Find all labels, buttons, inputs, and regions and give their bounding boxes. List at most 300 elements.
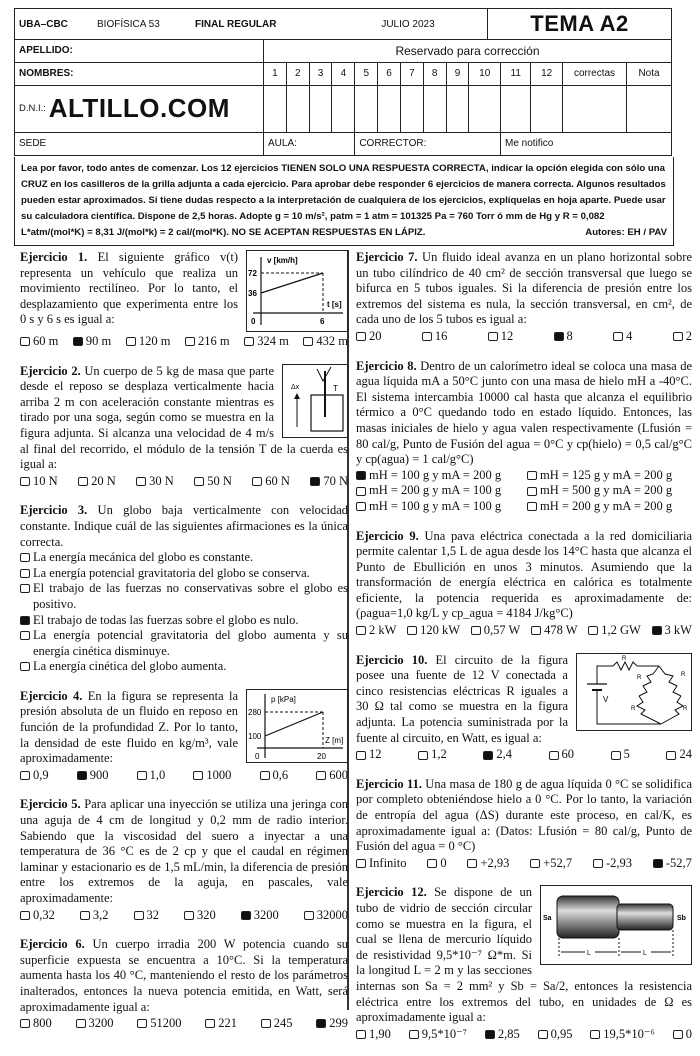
checkbox-icon[interactable] [427, 859, 437, 868]
exam-date: JULIO 2023 [329, 9, 488, 40]
option-label: 0 [440, 855, 447, 870]
checkbox-checked-icon[interactable] [310, 477, 320, 486]
option[interactable] [252, 474, 290, 490]
grid-cell-4[interactable] [332, 85, 355, 132]
option-label: La energía potencial gravitatoria del globo se conserva. [33, 565, 310, 580]
options [20, 908, 348, 924]
exercise-8 [356, 359, 692, 515]
checkbox-icon[interactable] [527, 471, 537, 480]
checkbox-icon[interactable] [80, 911, 90, 920]
velocity-time-graph [246, 250, 348, 332]
option-label: 32 [146, 907, 159, 922]
exercise-5 [20, 797, 348, 923]
option-label: 0,95 [550, 1026, 573, 1041]
checkbox-icon[interactable] [409, 1030, 419, 1039]
grid-col-correctas: correctas [563, 62, 627, 85]
option-label: 0,9 [33, 767, 49, 782]
institution: UBA–CBC [15, 9, 94, 40]
x-tick: 0 [255, 751, 260, 761]
option[interactable] [137, 1016, 181, 1032]
checkbox-checked-icon[interactable] [20, 616, 30, 625]
exercise-title: Ejercicio 5. [20, 797, 81, 812]
option-label: 70 N [323, 473, 348, 488]
checkbox-icon[interactable] [185, 337, 195, 346]
checkbox-icon[interactable] [134, 911, 144, 920]
instructions-box [14, 157, 674, 246]
checkbox-icon[interactable] [136, 477, 146, 486]
checkbox-icon[interactable] [590, 1030, 600, 1039]
checkbox-icon[interactable] [356, 502, 366, 511]
option-label: 324 m [257, 334, 289, 348]
exercise-title: Ejercicio 11. [356, 776, 422, 791]
option[interactable] [78, 474, 116, 490]
nombres-label: NOMBRES: [15, 62, 264, 85]
option[interactable] [673, 1027, 692, 1043]
checkbox-icon[interactable] [126, 337, 136, 346]
resistor-label: R [683, 705, 688, 712]
corrector-label: CORRECTOR: [355, 132, 501, 155]
checkbox-icon[interactable] [193, 771, 203, 780]
exercise-title: Ejercicio 7. [356, 250, 418, 264]
exercise-text: Dentro de un calorímetro ideal se coloca una masa de agua líquida mA a 50°C junto con una masa de hielo mH a -40°C. El sistema intercambia 10000 cal hasta que alcanza el equilibrio térmico a 0°C quedando todo en estado líquido. Entonces, las masas iniciales de hielo y agua valen respectivamente (Lfusión = 80 cal/g, Punto de Fusión del agua = 0°C y cp(hielo) = 0,5 cal/g°C y cp(agua) = 1 cal/g°C) [356, 358, 692, 467]
checkbox-icon[interactable] [20, 631, 30, 640]
sa-label: Sa [543, 915, 552, 923]
right-column [356, 250, 692, 1056]
grid-cell-correctas[interactable] [563, 85, 627, 132]
option-label: 19,5*10⁻⁶ [603, 1026, 655, 1041]
option[interactable] [137, 768, 166, 784]
checkbox-icon[interactable] [252, 477, 262, 486]
option[interactable] [184, 908, 216, 924]
option[interactable] [407, 623, 460, 639]
option[interactable] [126, 334, 171, 350]
option[interactable] [356, 856, 407, 872]
option-selected[interactable] [73, 334, 111, 350]
exercise-text: El circuito de la figura posee una fuente de 12 V conectada a cinco resistencias eléctricas R iguales a 30 Ω tal como se muestra en la figura adjunta. La potencia suministrada por la fuente al circuito, en Watt, es igual a: [356, 652, 568, 745]
checkbox-checked-icon[interactable] [653, 859, 663, 868]
grid-cell-10[interactable] [469, 85, 501, 132]
option[interactable] [356, 483, 521, 499]
checkbox-checked-icon[interactable] [316, 1019, 326, 1028]
checkbox-icon[interactable] [20, 569, 30, 578]
checkbox-icon[interactable] [244, 337, 254, 346]
exercise-text: Se dispone de un tubo de vidrio de sección circular como se muestra en la figura, el cual se llena de mercurio líquido de resistividad 9,5*10⁻⁷ Ω*m. Si la longitud L = 2 m y las secciones internas son Sa = 2 mm² y Sb = Sa/2, entonces la resistencia eléctrica entre los extremos del tubo, en unidades de Ω es aproximadamente igual a: [356, 885, 692, 1025]
pressure-depth-graph [246, 689, 348, 763]
checkbox-icon[interactable] [356, 626, 366, 635]
option-label: 1,2 [431, 747, 447, 762]
option-label: 0,57 W [483, 623, 521, 638]
option[interactable] [20, 334, 58, 350]
exercise-title: Ejercicio 2. [20, 363, 81, 378]
option-label: 3,2 [92, 907, 109, 922]
option-selected[interactable] [310, 474, 348, 490]
exercise-6 [20, 937, 348, 1032]
exercise-title: Ejercicio 1. [20, 250, 88, 264]
checkbox-checked-icon[interactable] [483, 751, 493, 760]
circuit-diagram [576, 653, 692, 731]
option-label: 8 [566, 328, 573, 343]
option-label: 51200 [150, 1016, 182, 1031]
option-label: 20 N [91, 473, 116, 488]
option[interactable] [530, 856, 572, 872]
option[interactable] [136, 474, 174, 490]
option-selected[interactable] [20, 613, 348, 629]
grid-col: 12 [531, 62, 563, 85]
grid-cell-9[interactable] [446, 85, 469, 132]
checkbox-icon[interactable] [538, 1030, 548, 1039]
y-tick: 36 [248, 289, 257, 298]
options [356, 623, 692, 639]
option-label: 60 m [33, 334, 59, 348]
option-label: 12 [500, 328, 514, 343]
exercise-title: Ejercicio 12. [356, 885, 427, 900]
option[interactable] [20, 908, 55, 924]
option[interactable] [20, 1016, 52, 1032]
options [20, 334, 348, 350]
checkbox-icon[interactable] [304, 911, 314, 920]
checkbox-icon[interactable] [549, 751, 559, 760]
checkbox-checked-icon[interactable] [652, 626, 662, 635]
option[interactable] [304, 908, 348, 924]
dni-label: D.N.I.: [19, 103, 46, 115]
checkbox-icon[interactable] [316, 771, 326, 780]
exercise-12 [356, 885, 692, 1042]
checkbox-icon[interactable] [588, 626, 598, 635]
exercise-title: Ejercicio 8. [356, 358, 417, 373]
checkbox-checked-icon[interactable] [485, 1030, 495, 1039]
option-selected[interactable] [653, 856, 692, 872]
checkbox-icon[interactable] [20, 1019, 30, 1028]
length-label: L [643, 950, 647, 958]
grid-cell-1[interactable] [264, 85, 287, 132]
option[interactable] [527, 483, 692, 499]
wire [597, 666, 613, 684]
y-axis-label: p [kPa] [271, 694, 296, 704]
options [356, 1027, 692, 1043]
option-selected[interactable] [241, 908, 279, 924]
x-axis-label: t [s] [327, 300, 342, 309]
option-label: 5 [623, 747, 630, 762]
option[interactable] [261, 1016, 293, 1032]
exercise-text: El siguiente gráfico v(t) representa un vehículo que realiza un movimiento rectilíneo. Por lo tanto, el desplazamiento que experimenta entre los 0 s y 6 s es igual a: [20, 250, 239, 327]
option[interactable] [260, 768, 289, 784]
grid-col: 9 [446, 62, 469, 85]
resistor-icon [639, 666, 659, 696]
sede-label: SEDE [15, 132, 264, 155]
option[interactable] [666, 747, 692, 763]
checkbox-icon[interactable] [418, 751, 428, 760]
left-column [20, 250, 348, 1046]
checkbox-icon[interactable] [260, 771, 270, 780]
option-selected[interactable] [652, 623, 692, 639]
checkbox-icon[interactable] [356, 1030, 366, 1039]
option[interactable] [356, 1027, 391, 1043]
reserved-label: Reservado para corrección [264, 39, 672, 62]
option[interactable] [20, 474, 58, 490]
apellido-label: APELLIDO: [15, 39, 264, 62]
checkbox-icon[interactable] [20, 337, 30, 346]
option-selected[interactable] [77, 768, 109, 784]
grid-cell-5[interactable] [355, 85, 378, 132]
option[interactable] [467, 856, 509, 872]
checkbox-icon[interactable] [76, 1019, 86, 1028]
exam-header [14, 8, 672, 156]
length-label: L [587, 950, 591, 958]
checkbox-icon[interactable] [78, 477, 88, 486]
brand-logo: ALTILLO.COM [48, 93, 230, 123]
tema-label: TEMA A2 [488, 9, 672, 40]
checkbox-icon[interactable] [527, 502, 537, 511]
x-tick: 6 [320, 317, 325, 326]
checkbox-icon[interactable] [356, 487, 366, 496]
grid-col: 1 [264, 62, 287, 85]
options [20, 1016, 348, 1032]
checkbox-icon[interactable] [20, 662, 30, 671]
option[interactable] [20, 628, 348, 659]
checkbox-icon[interactable] [20, 477, 30, 486]
option-label: 0,32 [33, 907, 55, 922]
option-selected[interactable] [356, 468, 521, 484]
option[interactable] [593, 856, 632, 872]
options [20, 768, 348, 784]
option-label: 30 N [149, 473, 174, 488]
option[interactable] [588, 623, 641, 639]
resistor-label: R [637, 674, 642, 681]
option-label: 1,90 [369, 1026, 391, 1041]
dx-label: Δx [291, 383, 300, 391]
option-label: 3 kW [664, 623, 692, 638]
checkbox-icon[interactable] [531, 626, 541, 635]
option[interactable] [549, 747, 575, 763]
option[interactable] [422, 329, 448, 345]
option[interactable] [205, 1016, 237, 1032]
options [356, 468, 692, 515]
checkbox-checked-icon[interactable] [356, 471, 366, 480]
option-label: 24 [679, 747, 692, 762]
checkbox-icon[interactable] [673, 1030, 683, 1039]
grid-col: 7 [400, 62, 423, 85]
resistor-label: R [631, 705, 636, 712]
grid-col: 5 [355, 62, 378, 85]
option-label: 9,5*10⁻⁷ [421, 1026, 468, 1041]
checkbox-icon[interactable] [303, 337, 313, 346]
option[interactable] [20, 659, 348, 675]
grid-col: 2 [286, 62, 309, 85]
option[interactable] [611, 747, 630, 763]
option-label: 2,85 [497, 1026, 520, 1041]
option-label: 60 N [265, 473, 290, 488]
exercise-11 [356, 777, 692, 872]
option[interactable] [316, 768, 348, 784]
grid-cell-7[interactable] [400, 85, 423, 132]
option-label: La energía cinética del globo aumenta. [33, 659, 227, 674]
options [20, 550, 348, 675]
tube-wide-section [557, 896, 619, 938]
tube-figure [540, 885, 692, 965]
option-label: 2,4 [496, 747, 512, 762]
checkbox-icon[interactable] [613, 332, 623, 341]
option-label: 299 [329, 1016, 348, 1031]
option-label: 1,0 [149, 767, 166, 782]
checkbox-checked-icon[interactable] [73, 337, 83, 346]
option[interactable] [527, 468, 692, 484]
subject: BIOFÍSICA 53 [93, 9, 191, 40]
option-selected[interactable] [483, 747, 512, 763]
option[interactable] [613, 329, 632, 345]
option[interactable] [673, 329, 692, 345]
option-label: 50 N [207, 473, 232, 488]
exercise-text: Para aplicar una inyección se utiliza una jeringa con una aguja de 4 cm de longitud y 0,2 mm de radio interior. Sabiendo que la viscosidad del suero a inyectar a una temperatura de 36 °C es de 2 cp y que el caudal en régimen laminar y estacionario es de 1,5 mL/min, la diferencia de presión entre los extremos de la aguja, en pascales, vale aproximadamente: [20, 797, 349, 905]
options [356, 329, 692, 345]
options [20, 474, 348, 490]
grid-col: 3 [309, 62, 332, 85]
grid-cell-3[interactable] [309, 85, 332, 132]
option[interactable] [488, 329, 514, 345]
grid-cell-8[interactable] [423, 85, 446, 132]
checkbox-icon[interactable] [666, 751, 676, 760]
authors: Autores: EH / PAV [585, 227, 667, 238]
checkbox-icon[interactable] [20, 771, 30, 780]
grid-cell-11[interactable] [501, 85, 531, 132]
grid-cell-2[interactable] [286, 85, 309, 132]
checkbox-icon[interactable] [467, 859, 477, 868]
option[interactable] [356, 499, 521, 515]
exercise-text: Un cuerpo de 5 kg de masa que parte desde el reposo se desplaza verticalmente hacia arriba 2 m con aceleración constante mientras es tirado por una soga, según como se muestra en la figura adjunta. Si alcanza una velocidad de 4 m/s al final del recorrido, el módulo de la tensión T de la cuerda es igual a: [20, 363, 348, 472]
checkbox-icon[interactable] [593, 859, 603, 868]
grid-col: 11 [501, 62, 531, 85]
option-label: La energía mecánica del globo es constante. [33, 550, 254, 565]
option-label: mH = 200 g y mA = 100 g [369, 483, 502, 498]
dni-cell [15, 85, 264, 132]
checkbox-checked-icon[interactable] [241, 911, 251, 920]
sb-label: Sb [677, 915, 686, 923]
option[interactable] [20, 566, 348, 582]
option[interactable] [356, 623, 396, 639]
option-label: 16 [434, 328, 448, 343]
option[interactable] [20, 550, 348, 566]
checkbox-icon[interactable] [356, 859, 366, 868]
grid-col-nota: Nota [627, 62, 672, 85]
option-label: 120 m [138, 334, 171, 348]
option[interactable] [76, 1016, 114, 1032]
option-label: +52,7 [543, 855, 573, 870]
instructions-text: Lea por favor, todo antes de comenzar. Los 12 ejercicios TIENEN SOLO UNA RESPUESTA CORRECTA, indicar la opción elegida con sólo una CRUZ en los casilleros de la grilla adjunta a cada ejercicio. Para aprobar debe responder 6 ejercicios de manera correcta. Algunos resultados pueden estar aproximados. Si tiene dudas respecto a la interpretación de cualquiera de los ejercicios, explíquelas en hoja aparte. Puede usar su calculadora científica. Dispone de 2,5 horas. Adopte g = 10 m/s², patm = 1 atm = 101325 Pa = 760 Torr ó mm de Hg y R = 0,082 L*atm/(mol*K) = 8,31 J/(mol*k) = 2 cal/(mol*K). NO SE ACEPTAN RESPUESTAS EN LÁPIZ. [21, 163, 666, 238]
checkbox-icon[interactable] [20, 584, 30, 593]
option[interactable] [538, 1027, 573, 1043]
option[interactable] [427, 856, 446, 872]
checkbox-icon[interactable] [530, 859, 540, 868]
exercise-7 [356, 250, 692, 345]
checkbox-icon[interactable] [488, 332, 498, 341]
option-selected[interactable] [316, 1016, 348, 1032]
grid-cell-12[interactable] [531, 85, 563, 132]
option[interactable] [471, 623, 521, 639]
option[interactable] [244, 334, 289, 350]
option[interactable] [80, 908, 109, 924]
checkbox-icon[interactable] [356, 751, 366, 760]
option-label: 600 [329, 767, 348, 782]
option-label: 0 [685, 1026, 692, 1041]
grid-cell-nota[interactable] [627, 85, 672, 132]
option[interactable] [194, 474, 232, 490]
option[interactable] [590, 1027, 655, 1043]
option-selected[interactable] [485, 1027, 520, 1043]
option[interactable] [185, 334, 230, 350]
option[interactable] [20, 581, 348, 612]
option-label: mH = 200 g y mA = 200 g [540, 498, 673, 513]
grid-cell-6[interactable] [378, 85, 401, 132]
option-selected[interactable] [554, 329, 573, 345]
option[interactable] [531, 623, 577, 639]
option[interactable] [356, 747, 382, 763]
option-label: 4 [626, 328, 633, 343]
option[interactable] [303, 334, 348, 350]
checkbox-checked-icon[interactable] [554, 332, 564, 341]
checkbox-icon[interactable] [261, 1019, 271, 1028]
option[interactable] [527, 499, 692, 515]
checkbox-icon[interactable] [137, 1019, 147, 1028]
checkbox-icon[interactable] [194, 477, 204, 486]
option-label: 12 [369, 747, 382, 762]
options [356, 856, 692, 872]
checkbox-icon[interactable] [20, 553, 30, 562]
checkbox-icon[interactable] [137, 771, 147, 780]
checkbox-icon[interactable] [422, 332, 432, 341]
checkbox-icon[interactable] [471, 626, 481, 635]
option[interactable] [20, 768, 49, 784]
exercise-text: En la figura se representa la presión absoluta de un fluido en reposo en función de la profundidad Z. Por lo tanto, la densidad de este fluido en kg/m³, vale aproximadamente: [20, 688, 238, 766]
exercise-text: Un fluido ideal avanza en un plano horizontal sobre un tubo cilíndrico de 40 cm² de sección transversal que luego se bifurca en 5 tubos iguales. Si la diferencia de presión entre los extremos del sistema es nula, la sección transversal, en cm², de cada uno de los 5 tubos es igual a: [356, 250, 692, 327]
option-label: mH = 100 g y mA = 200 g [369, 467, 502, 482]
checkbox-checked-icon[interactable] [77, 771, 87, 780]
checkbox-icon[interactable] [611, 751, 621, 760]
exercise-title: Ejercicio 10. [356, 652, 428, 667]
block [311, 395, 343, 431]
checkbox-icon[interactable] [184, 911, 194, 920]
option-label: 20 [369, 328, 382, 343]
x-tick: 0 [251, 317, 256, 326]
y-tick: 100 [248, 731, 262, 741]
option-label: 0,6 [272, 767, 289, 782]
grid-col: 10 [469, 62, 501, 85]
checkbox-icon[interactable] [20, 911, 30, 920]
option-label: 245 [273, 1016, 293, 1031]
option-label: 800 [33, 1016, 52, 1031]
option-label: El trabajo de las fuerzas no conservativas sobre el globo es positivo. [33, 581, 348, 611]
resistor-icon [613, 662, 637, 670]
option[interactable] [134, 908, 160, 924]
option-label: +2,93 [480, 855, 510, 870]
voltage-label: V [603, 694, 609, 704]
option[interactable] [356, 329, 382, 345]
resistor-icon [659, 666, 681, 696]
checkbox-icon[interactable] [356, 332, 366, 341]
option[interactable] [409, 1027, 467, 1043]
option[interactable] [193, 768, 231, 784]
options [356, 747, 692, 763]
checkbox-icon[interactable] [205, 1019, 215, 1028]
option[interactable] [418, 747, 447, 763]
checkbox-icon[interactable] [527, 487, 537, 496]
exercise-title: Ejercicio 3. [20, 503, 88, 518]
checkbox-icon[interactable] [407, 626, 417, 635]
checkbox-icon[interactable] [673, 332, 683, 341]
option-label: 478 W [544, 623, 578, 638]
exercise-2 [20, 364, 348, 490]
exam-type: FINAL REGULAR [191, 9, 329, 40]
exercise-3 [20, 503, 348, 675]
exercise-10 [356, 653, 692, 763]
